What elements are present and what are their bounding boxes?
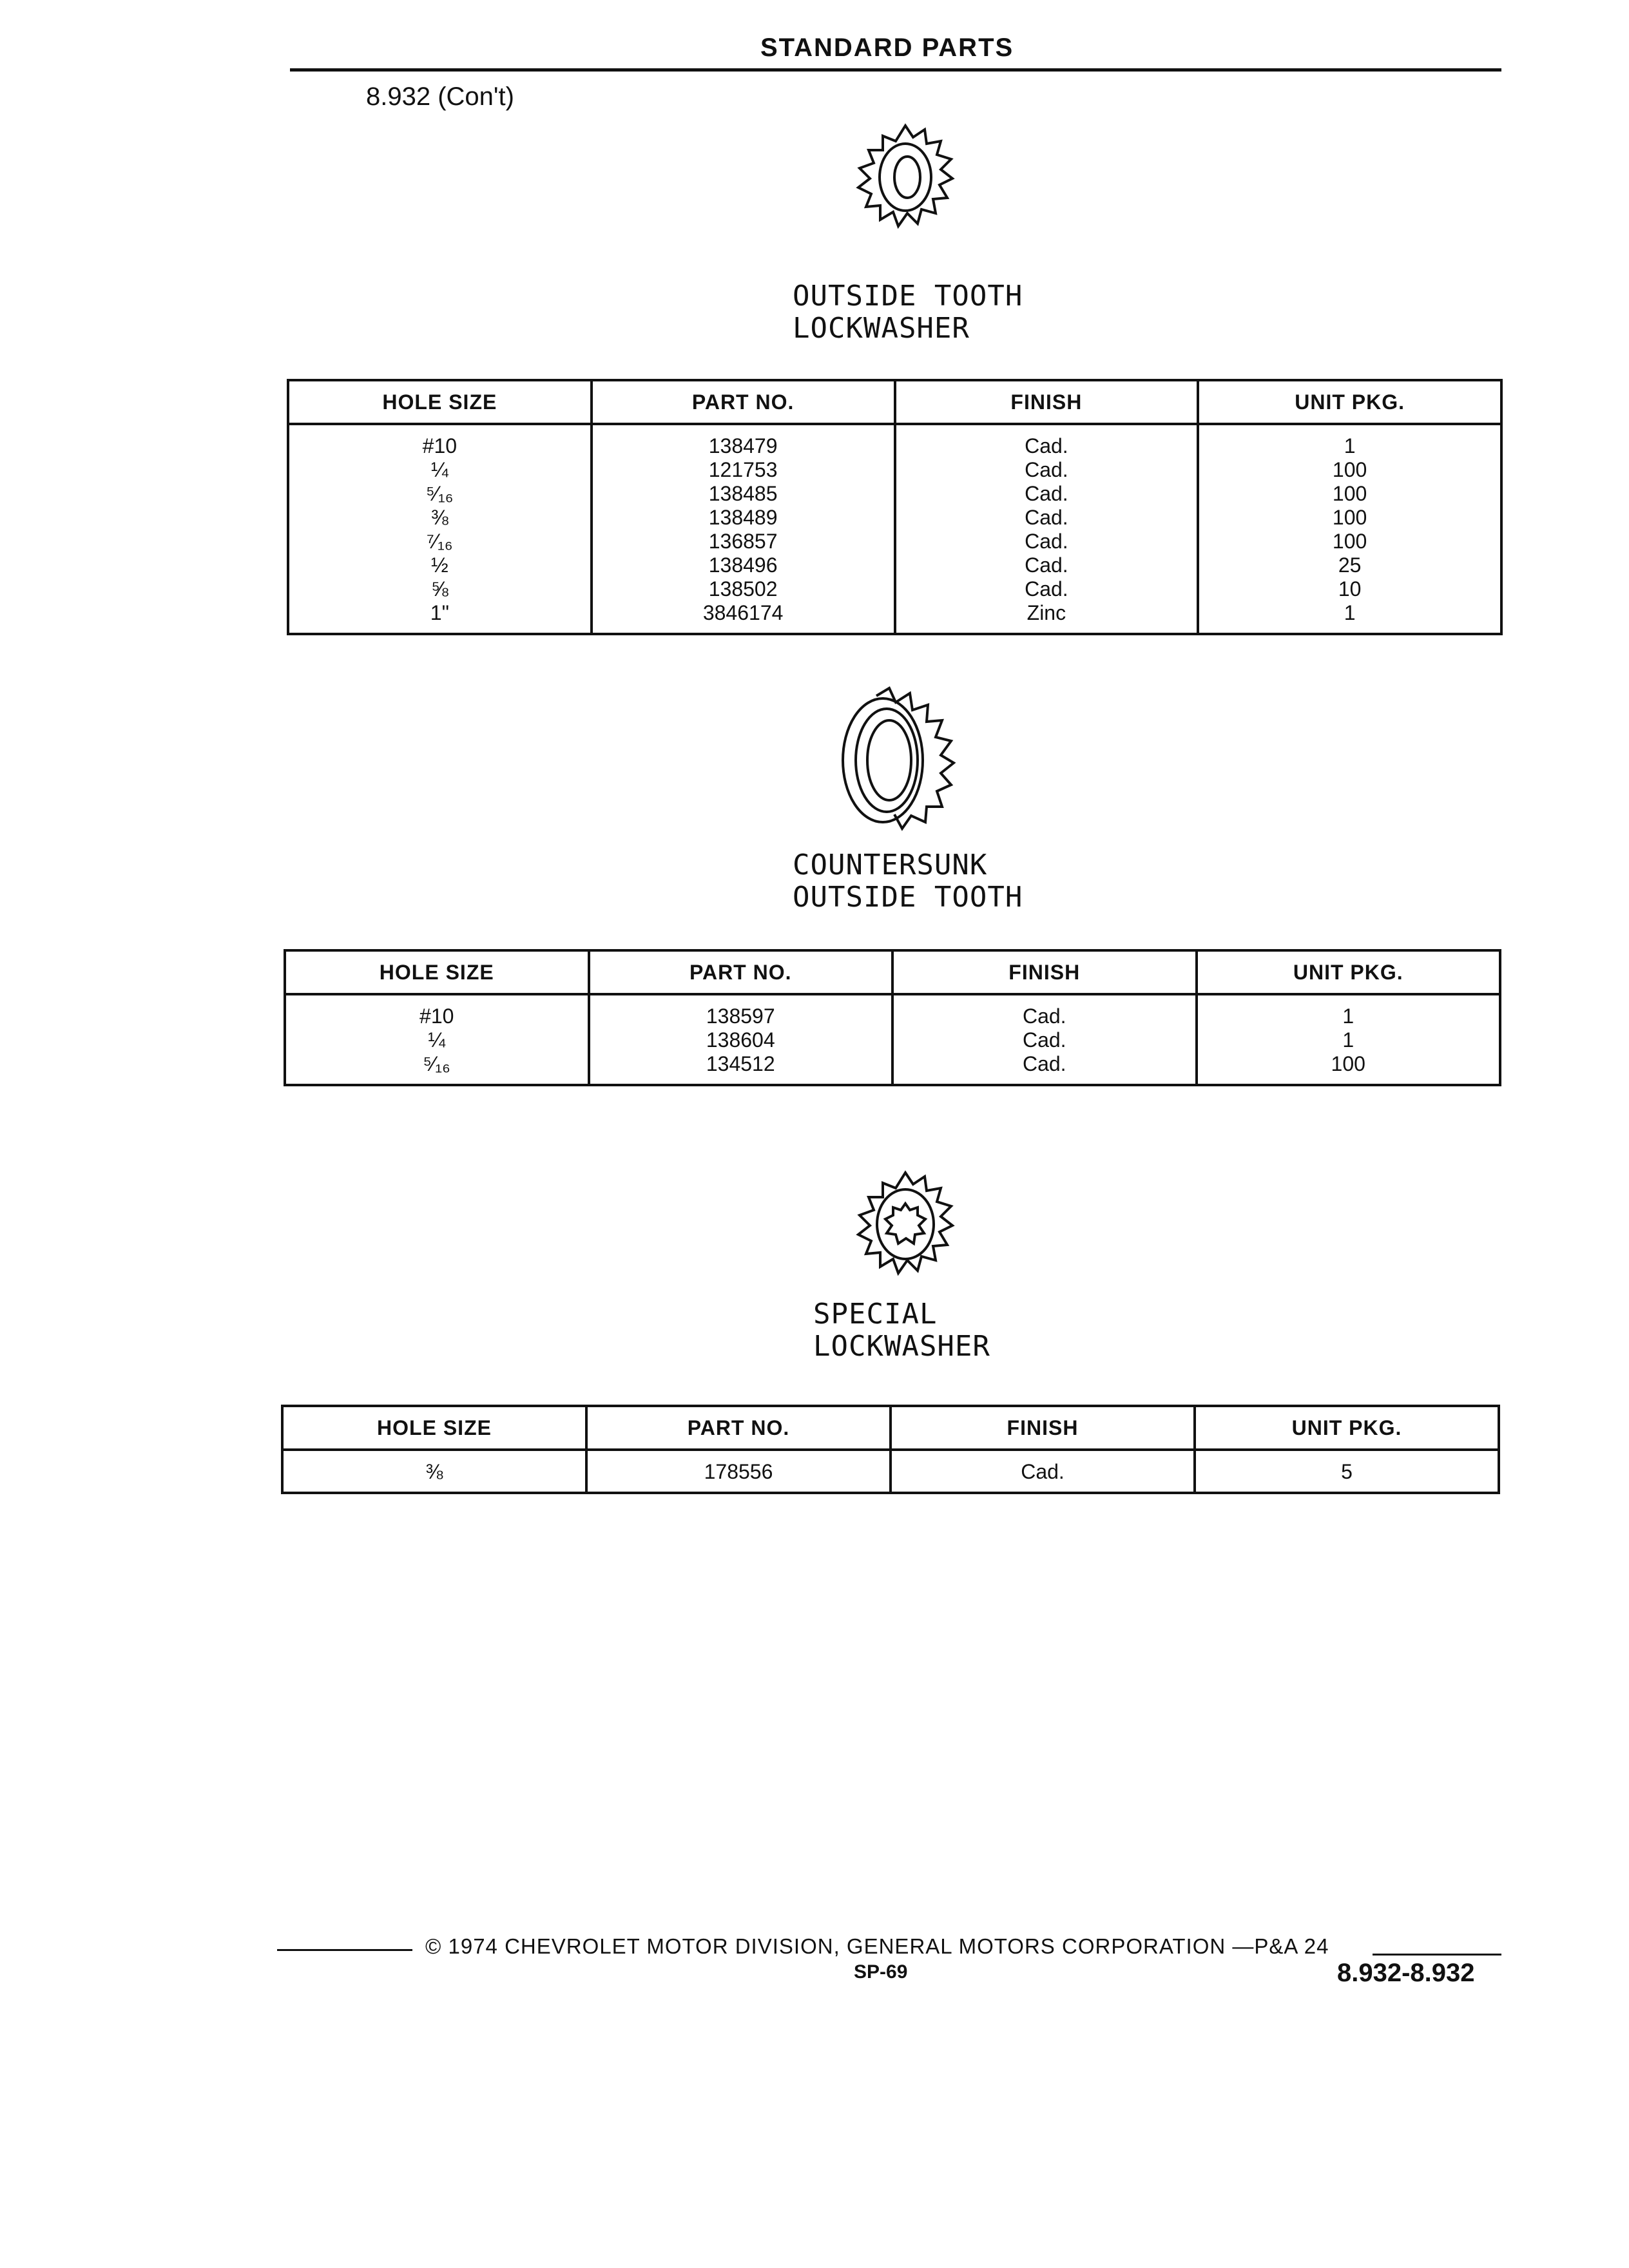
footer-rule-left (277, 1949, 412, 1951)
table-header-row (282, 1406, 1499, 1450)
table-header-row (285, 950, 1500, 994)
countersunk-outside-tooth-table (284, 949, 1501, 1086)
table-row (282, 1450, 1499, 1493)
column-header-unit-pkg: UNIT PKG. (1198, 380, 1501, 424)
table-row (285, 994, 1500, 1085)
unit-pkg-cell: 5 (1195, 1450, 1499, 1493)
column-header-hole-size: HOLE SIZE (282, 1406, 586, 1450)
countersunk-lockwasher-icon (831, 683, 973, 838)
section-number: 8.932 (Con't) (366, 82, 514, 111)
page-title: STANDARD PARTS (760, 34, 1014, 62)
column-header-part-no: PART NO. (586, 1406, 891, 1450)
section-1-caption (793, 280, 1023, 345)
hole-size-cell: ⅜ (282, 1450, 586, 1493)
unit-pkg-cell: 1 1 100 (1197, 994, 1501, 1085)
table-header-row (288, 380, 1501, 424)
outside-tooth-lockwasher-icon (851, 119, 960, 235)
special-lockwasher-icon (851, 1166, 960, 1282)
part-no-cell: 178556 (586, 1450, 891, 1493)
finish-cell: Cad. (891, 1450, 1195, 1493)
hole-size-cell: #10 ¼ ⁵⁄₁₆ ⅜ ⁷⁄₁₆ ½ ⅝ 1" (288, 424, 592, 634)
table-row (288, 424, 1501, 634)
hole-size-cell: #10 ¼ ⁵⁄₁₆ (285, 994, 589, 1085)
finish-cell: Cad. Cad. Cad. (892, 994, 1197, 1085)
page-code: SP-69 (854, 1961, 908, 1983)
outside-tooth-lockwasher-table (287, 379, 1503, 635)
special-lockwasher-table (281, 1405, 1500, 1494)
caption-line-2: LOCKWASHER (813, 1330, 990, 1363)
header-rule (290, 68, 1501, 72)
column-header-finish: FINISH (895, 380, 1199, 424)
section-range: 8.932-8.932 (1337, 1959, 1475, 1987)
column-header-part-no: PART NO. (592, 380, 895, 424)
part-no-cell: 138597 138604 134512 (589, 994, 893, 1085)
caption-line-1: OUTSIDE TOOTH (793, 280, 1023, 312)
column-header-hole-size: HOLE SIZE (285, 950, 589, 994)
column-header-hole-size: HOLE SIZE (288, 380, 592, 424)
unit-pkg-cell: 1 100 100 100 100 25 10 1 (1198, 424, 1501, 634)
column-header-finish: FINISH (891, 1406, 1195, 1450)
section-2-caption (793, 849, 1023, 914)
part-no-cell: 138479 121753 138485 138489 136857 138496 138502 3846174 (592, 424, 895, 634)
column-header-finish: FINISH (892, 950, 1197, 994)
caption-line-2: LOCKWASHER (793, 312, 970, 345)
copyright-notice: © 1974 CHEVROLET MOTOR DIVISION, GENERAL MOTORS CORPORATION —P&A 24 (425, 1934, 1329, 1958)
caption-line-1: SPECIAL (813, 1298, 938, 1331)
column-header-unit-pkg: UNIT PKG. (1197, 950, 1501, 994)
column-header-part-no: PART NO. (589, 950, 893, 994)
footer-rule-right (1373, 1954, 1501, 1956)
column-header-unit-pkg: UNIT PKG. (1195, 1406, 1499, 1450)
finish-cell: Cad. Cad. Cad. Cad. Cad. Cad. Cad. Zinc (895, 424, 1199, 634)
section-3-caption (813, 1298, 990, 1363)
caption-line-1: COUNTERSUNK (793, 849, 988, 881)
caption-line-2: OUTSIDE TOOTH (793, 881, 1023, 914)
